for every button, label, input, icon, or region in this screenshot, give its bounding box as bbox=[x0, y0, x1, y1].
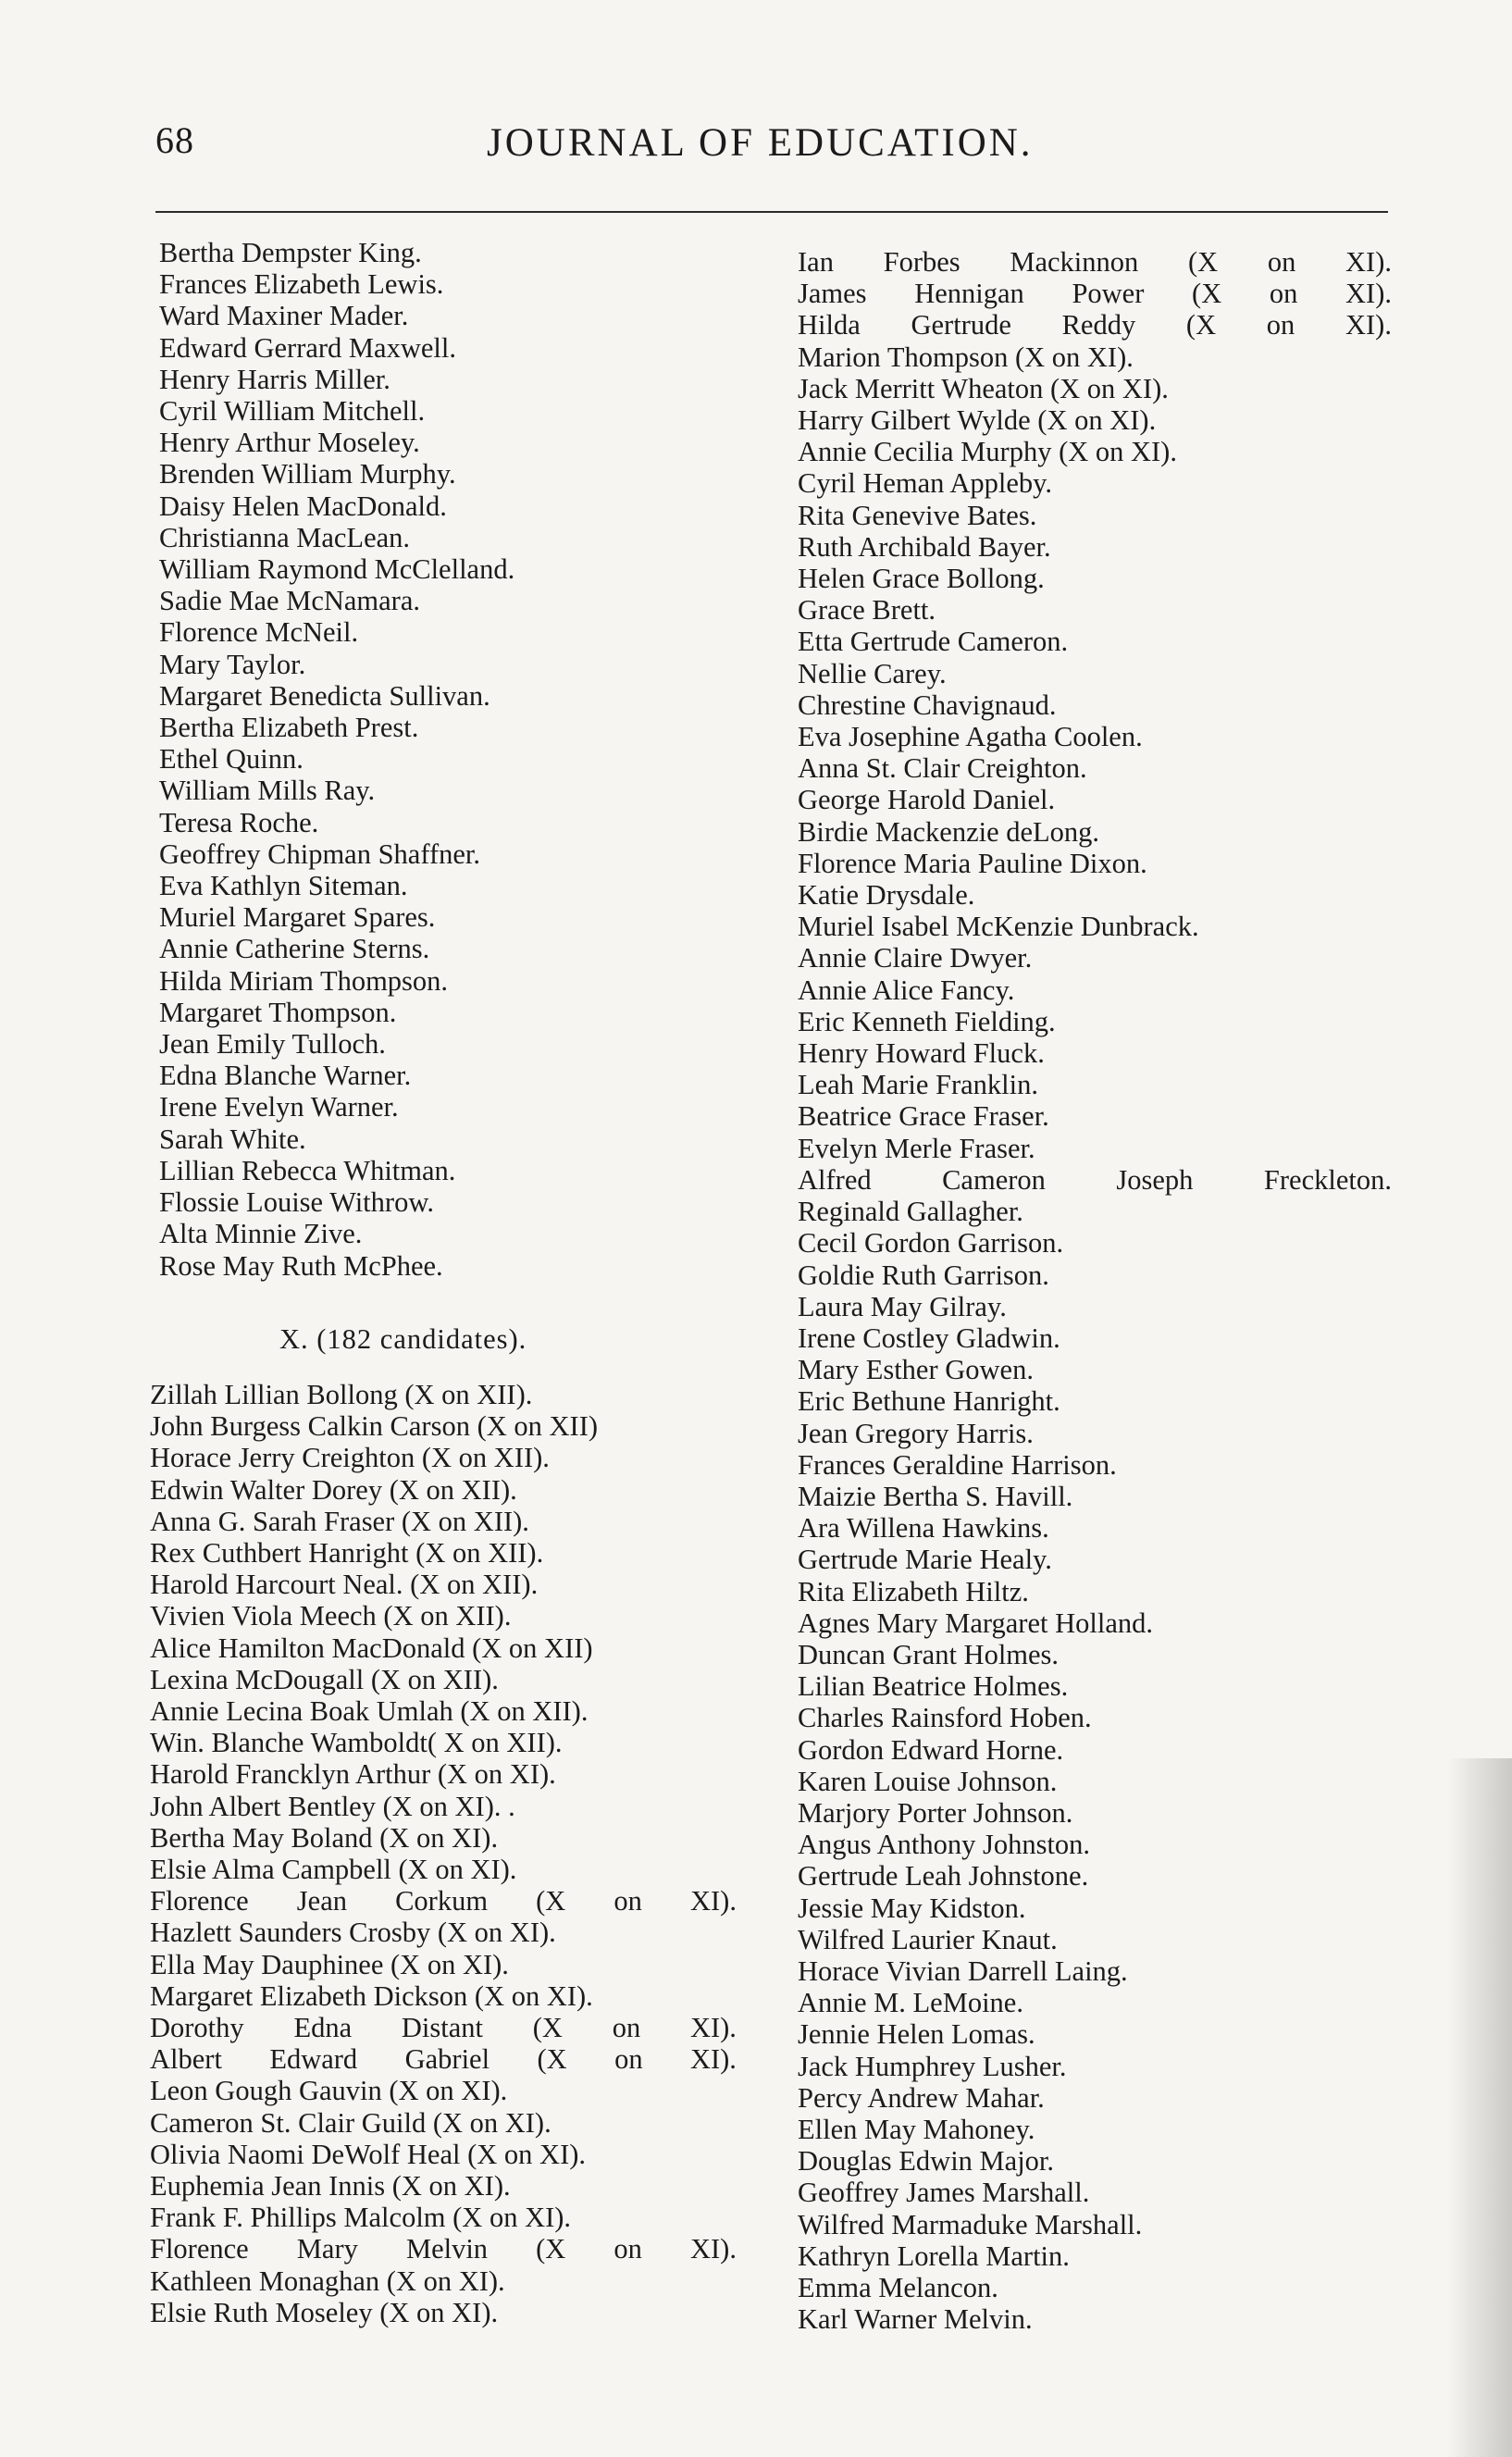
candidate-name: Annie M. LeMoine. bbox=[798, 1987, 1023, 2019]
candidate-name: Gertrude Marie Healy. bbox=[798, 1544, 1052, 1576]
candidate-name: Rita Elizabeth Hiltz. bbox=[798, 1575, 1029, 1607]
candidate-name: Emma Melancon. bbox=[798, 2272, 998, 2303]
candidate-name: Albert Edward Gabriel (X on XI). bbox=[150, 2043, 737, 2076]
candidate-name: Annie Cecilia Murphy (X on XI). bbox=[798, 436, 1177, 468]
candidate-name: Birdie Mackenzie deLong. bbox=[798, 815, 1100, 848]
candidate-name: Rex Cuthbert Hanright (X on XII). bbox=[150, 1537, 544, 1570]
candidate-name: Margaret Thompson. bbox=[159, 996, 397, 1028]
candidate-name: Alice Hamilton MacDonald (X on XII) bbox=[150, 1632, 593, 1664]
candidate-name: Mary Taylor. bbox=[159, 648, 306, 680]
candidate-name: Florence Maria Pauline Dixon. bbox=[798, 847, 1147, 879]
candidate-name: Flossie Louise Withrow. bbox=[159, 1186, 434, 1219]
candidate-name: Anna St. Clair Creighton. bbox=[798, 752, 1087, 785]
candidate-name: Dorothy Edna Distant (X on XI). bbox=[150, 2012, 737, 2044]
candidate-name: Zillah Lillian Bollong (X on XII). bbox=[150, 1379, 533, 1410]
candidate-name: Annie Alice Fancy. bbox=[798, 974, 1015, 1006]
candidate-name: Laura May Gilray. bbox=[798, 1290, 1007, 1322]
candidate-name: Ethel Quinn. bbox=[159, 743, 304, 776]
candidate-name: Cecil Gordon Garrison. bbox=[798, 1227, 1064, 1260]
candidate-name: Evelyn Merle Fraser. bbox=[798, 1132, 1035, 1164]
candidate-name: Alta Minnie Zive. bbox=[159, 1218, 363, 1250]
candidate-name: Florence McNeil. bbox=[159, 616, 359, 649]
candidate-name: Wilfred Marmaduke Marshall. bbox=[798, 2208, 1143, 2240]
candidate-name: Horace Jerry Creighton (X on XII). bbox=[150, 1442, 550, 1474]
candidate-name: Ella May Dauphinee (X on XI). bbox=[150, 1948, 509, 1980]
candidate-name: Jessie May Kidston. bbox=[798, 1892, 1026, 1924]
candidate-name: William Mills Ray. bbox=[159, 775, 376, 807]
candidate-name: Mary Esther Gowen. bbox=[798, 1354, 1034, 1386]
candidate-name: Agnes Mary Margaret Holland. bbox=[798, 1607, 1153, 1639]
candidate-name: Nellie Carey. bbox=[798, 657, 947, 689]
candidate-name: Elsie Ruth Moseley (X on XI). bbox=[150, 2296, 499, 2328]
candidate-name: John Burgess Calkin Carson (X on XII) bbox=[150, 1410, 599, 1443]
candidate-name: Marion Thompson (X on XI). bbox=[798, 341, 1134, 373]
candidate-name: Duncan Grant Holmes. bbox=[798, 1638, 1060, 1670]
candidate-list-right bbox=[798, 246, 1392, 2335]
candidate-name: Lillian Rebecca Whitman. bbox=[159, 1154, 456, 1186]
candidate-name: Hilda Miriam Thompson. bbox=[159, 964, 449, 997]
candidate-name: Harold Harcourt Neal. (X on XII). bbox=[150, 1569, 539, 1601]
candidate-name: Helen Grace Bollong. bbox=[798, 563, 1045, 595]
candidate-name: Hilda Gertrude Reddy (X on XI). bbox=[798, 309, 1392, 341]
candidate-name: Lexina McDougall (X on XII). bbox=[150, 1663, 499, 1695]
candidate-name: Margaret Elizabeth Dickson (X on XI). bbox=[150, 1979, 593, 2012]
candidate-name: Marjory Porter Johnson. bbox=[798, 1796, 1073, 1829]
candidate-name: Percy Andrew Mahar. bbox=[798, 2081, 1045, 2114]
candidate-name: Katie Drysdale. bbox=[798, 879, 975, 912]
journal-title: JOURNAL OF EDUCATION. bbox=[487, 121, 1034, 165]
candidate-name: Daisy Helen MacDonald. bbox=[159, 490, 447, 522]
candidate-name: Florence Jean Corkum (X on XI). bbox=[150, 1885, 737, 1917]
candidate-name: Leah Marie Franklin. bbox=[798, 1069, 1039, 1101]
candidate-name: Brenden William Murphy. bbox=[159, 458, 456, 490]
candidate-name: Muriel Isabel McKenzie Dunbrack. bbox=[798, 911, 1199, 943]
candidate-name: Annie Lecina Boak Umlah (X on XII). bbox=[150, 1695, 589, 1728]
candidate-name: Edward Gerrard Maxwell. bbox=[159, 331, 456, 364]
candidate-name: Vivien Viola Meech (X on XII). bbox=[150, 1600, 512, 1632]
candidate-name: Frank F. Phillips Malcolm (X on XI). bbox=[150, 2202, 572, 2234]
candidate-name: Christianna MacLean. bbox=[159, 521, 411, 553]
candidate-name: Rita Genevive Bates. bbox=[798, 499, 1037, 531]
candidate-name: Kathryn Lorella Martin. bbox=[798, 2240, 1070, 2272]
page-header bbox=[155, 118, 1388, 174]
header-rule bbox=[155, 211, 1388, 213]
candidate-name: Alfred Cameron Joseph Freckleton. bbox=[798, 1163, 1392, 1196]
candidate-name: Bertha Elizabeth Prest. bbox=[159, 712, 419, 744]
candidate-name: Edwin Walter Dorey (X on XII). bbox=[150, 1473, 517, 1506]
candidate-name: Cyril William Mitchell. bbox=[159, 395, 426, 428]
candidate-name: Geoffrey Chipman Shaffner. bbox=[159, 838, 480, 870]
candidate-name: Irene Costley Gladwin. bbox=[798, 1322, 1060, 1354]
candidate-name: Douglas Edwin Major. bbox=[798, 2145, 1055, 2178]
candidate-name: Harry Gilbert Wylde (X on XI). bbox=[798, 404, 1157, 437]
candidate-name: Jean Emily Tulloch. bbox=[159, 1028, 386, 1061]
candidate-name: Muriel Margaret Spares. bbox=[159, 901, 436, 934]
candidate-name: Kathleen Monaghan (X on XI). bbox=[150, 2265, 505, 2297]
page-edge-shadow bbox=[1447, 1758, 1512, 2457]
candidate-name: Ruth Archibald Bayer. bbox=[798, 530, 1051, 563]
candidate-name: Charles Rainsford Hoben. bbox=[798, 1702, 1092, 1734]
candidate-name: Bertha Dempster King. bbox=[159, 237, 422, 268]
candidate-name: Florence Mary Melvin (X on XI). bbox=[150, 2233, 737, 2265]
candidate-name: Ward Maxiner Mader. bbox=[159, 300, 409, 332]
candidate-name: Ellen May Mahoney. bbox=[798, 2113, 1035, 2145]
candidate-name: Etta Gertrude Cameron. bbox=[798, 626, 1069, 658]
page-number: 68 bbox=[155, 119, 194, 161]
candidate-name: Eric Bethune Hanright. bbox=[798, 1385, 1060, 1418]
candidate-name: Sarah White. bbox=[159, 1123, 306, 1155]
candidate-name: Gordon Edward Horne. bbox=[798, 1733, 1064, 1766]
candidate-name: Jean Gregory Harris. bbox=[798, 1417, 1034, 1449]
candidate-name: Teresa Roche. bbox=[159, 806, 319, 838]
candidate-name: Wilfred Laurier Knaut. bbox=[798, 1923, 1058, 1955]
candidate-name: Margaret Benedicta Sullivan. bbox=[159, 679, 490, 712]
candidate-name: Jack Merritt Wheaton (X on XI). bbox=[798, 372, 1169, 404]
candidate-name: Geoffrey James Marshall. bbox=[798, 2177, 1090, 2209]
candidate-name: Rose May Ruth McPhee. bbox=[159, 1249, 443, 1282]
candidate-name: John Albert Bentley (X on XI). . bbox=[150, 1790, 515, 1822]
candidate-name: Irene Evelyn Warner. bbox=[159, 1091, 399, 1123]
candidate-name: Eva Kathlyn Siteman. bbox=[159, 870, 408, 902]
candidate-name: Jack Humphrey Lusher. bbox=[798, 2050, 1067, 2082]
candidate-name: Anna G. Sarah Fraser (X on XII). bbox=[150, 1505, 529, 1537]
candidate-name: Elsie Alma Campbell (X on XI). bbox=[150, 1854, 517, 1886]
candidate-name: Frances Geraldine Harrison. bbox=[798, 1448, 1117, 1481]
candidate-name: Karl Warner Melvin. bbox=[798, 2303, 1033, 2336]
candidate-name: Reginald Gallagher. bbox=[798, 1196, 1023, 1228]
candidate-name: Beatrice Grace Fraser. bbox=[798, 1100, 1049, 1133]
candidate-name: Horace Vivian Darrell Laing. bbox=[798, 1954, 1128, 1987]
candidate-list-left-bottom bbox=[150, 1379, 737, 2328]
candidate-name: Ian Forbes Mackinnon (X on XI). bbox=[798, 246, 1392, 278]
candidate-name: James Hennigan Power (X on XI). bbox=[798, 278, 1392, 310]
candidate-name: Henry Harris Miller. bbox=[159, 363, 390, 395]
section-heading: X. (182 candidates). bbox=[279, 1323, 527, 1355]
candidate-name: Bertha May Boland (X on XI). bbox=[150, 1821, 499, 1854]
candidate-name: Karen Louise Johnson. bbox=[798, 1765, 1058, 1797]
candidate-name: Eva Josephine Agatha Coolen. bbox=[798, 721, 1143, 753]
candidate-name: Henry Arthur Moseley. bbox=[159, 427, 420, 459]
candidate-name: Frances Elizabeth Lewis. bbox=[159, 268, 444, 301]
candidate-name: Cameron St. Clair Guild (X on XI). bbox=[150, 2106, 552, 2139]
candidate-name: Win. Blanche Wamboldt( X on XII). bbox=[150, 1727, 563, 1759]
candidate-name: Grace Brett. bbox=[798, 594, 936, 627]
candidate-name: Chrestine Chavignaud. bbox=[798, 689, 1057, 721]
candidate-name: George Harold Daniel. bbox=[798, 784, 1056, 816]
candidate-name: Eric Kenneth Fielding. bbox=[798, 1005, 1056, 1037]
candidate-name: Euphemia Jean Innis (X on XI). bbox=[150, 2170, 511, 2203]
candidate-name: Henry Howard Fluck. bbox=[798, 1037, 1045, 1070]
candidate-name: Edna Blanche Warner. bbox=[159, 1060, 412, 1092]
candidate-name: Cyril Heman Appleby. bbox=[798, 467, 1053, 500]
candidate-name: Annie Claire Dwyer. bbox=[798, 942, 1033, 974]
candidate-name: Annie Catherine Sterns. bbox=[159, 933, 430, 965]
candidate-list-left-top bbox=[159, 237, 514, 1282]
candidate-name: Maizie Bertha S. Havill. bbox=[798, 1480, 1073, 1512]
candidate-name: Lilian Beatrice Holmes. bbox=[798, 1670, 1069, 1703]
candidate-name: Gertrude Leah Johnstone. bbox=[798, 1860, 1089, 1892]
candidate-name: Leon Gough Gauvin (X on XI). bbox=[150, 2075, 508, 2107]
candidate-name: Olivia Naomi DeWolf Heal (X on XI). bbox=[150, 2138, 587, 2170]
candidate-name: William Raymond McClelland. bbox=[159, 553, 515, 586]
candidate-name: Angus Anthony Johnston. bbox=[798, 1829, 1091, 1861]
candidate-name: Sadie Mae McNamara. bbox=[159, 585, 421, 617]
candidate-name: Jennie Helen Lomas. bbox=[798, 2018, 1035, 2051]
candidate-name: Hazlett Saunders Crosby (X on XI). bbox=[150, 1917, 556, 1949]
candidate-name: Ara Willena Hawkins. bbox=[798, 1512, 1049, 1545]
candidate-name: Harold Francklyn Arthur (X on XI). bbox=[150, 1758, 556, 1791]
candidate-name: Goldie Ruth Garrison. bbox=[798, 1259, 1049, 1291]
